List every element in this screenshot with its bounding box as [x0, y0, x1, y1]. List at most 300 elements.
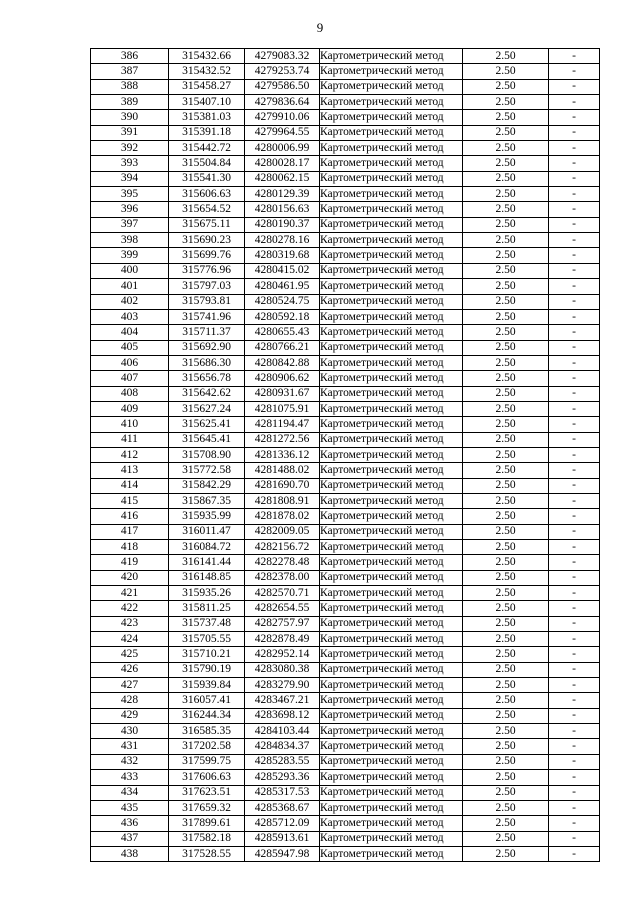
table-row — [91, 693, 600, 708]
method-cell: Картометрический метод — [320, 217, 463, 232]
method-cell: Картометрический метод — [320, 478, 463, 493]
point-number-cell: 436 — [91, 816, 169, 831]
accuracy-cell: 2.50 — [463, 79, 549, 94]
method-cell: Картометрический метод — [320, 708, 463, 723]
point-number-cell: 394 — [91, 171, 169, 186]
table-row — [91, 417, 600, 432]
method-cell: Картометрический метод — [320, 248, 463, 263]
x-coordinate-cell: 317599.75 — [169, 754, 245, 769]
accuracy-cell: 2.50 — [463, 447, 549, 462]
accuracy-cell: 2.50 — [463, 739, 549, 754]
table-row — [91, 647, 600, 662]
x-coordinate-cell: 316084.72 — [169, 540, 245, 555]
x-coordinate-cell: 317899.61 — [169, 816, 245, 831]
point-number-cell: 423 — [91, 616, 169, 631]
y-coordinate-cell: 4280766.21 — [245, 340, 320, 355]
y-coordinate-cell: 4282878.49 — [245, 632, 320, 647]
point-number-cell: 406 — [91, 355, 169, 370]
accuracy-cell: 2.50 — [463, 248, 549, 263]
accuracy-cell: 2.50 — [463, 233, 549, 248]
accuracy-cell: 2.50 — [463, 263, 549, 278]
point-number-cell: 390 — [91, 110, 169, 125]
table-row — [91, 724, 600, 739]
table-row — [91, 678, 600, 693]
x-coordinate-cell: 315645.41 — [169, 432, 245, 447]
method-cell: Картометрический метод — [320, 95, 463, 110]
y-coordinate-cell: 4283279.90 — [245, 678, 320, 693]
table-row — [91, 171, 600, 186]
point-number-cell: 415 — [91, 493, 169, 508]
note-cell: - — [549, 509, 600, 524]
y-coordinate-cell: 4284834.37 — [245, 739, 320, 754]
note-cell: - — [549, 171, 600, 186]
x-coordinate-cell: 315711.37 — [169, 325, 245, 340]
accuracy-cell: 2.50 — [463, 724, 549, 739]
method-cell: Картометрический метод — [320, 110, 463, 125]
accuracy-cell: 2.50 — [463, 187, 549, 202]
accuracy-cell: 2.50 — [463, 202, 549, 217]
point-number-cell: 426 — [91, 662, 169, 677]
method-cell: Картометрический метод — [320, 64, 463, 79]
y-coordinate-cell: 4281878.02 — [245, 509, 320, 524]
method-cell: Картометрический метод — [320, 417, 463, 432]
x-coordinate-cell: 315407.10 — [169, 95, 245, 110]
point-number-cell: 428 — [91, 693, 169, 708]
point-number-cell: 425 — [91, 647, 169, 662]
y-coordinate-cell: 4280524.75 — [245, 294, 320, 309]
x-coordinate-cell: 317623.51 — [169, 785, 245, 800]
note-cell: - — [549, 662, 600, 677]
method-cell: Картометрический метод — [320, 570, 463, 585]
accuracy-cell: 2.50 — [463, 816, 549, 831]
x-coordinate-cell: 315710.21 — [169, 647, 245, 662]
x-coordinate-cell: 315935.99 — [169, 509, 245, 524]
y-coordinate-cell: 4280655.43 — [245, 325, 320, 340]
accuracy-cell: 2.50 — [463, 524, 549, 539]
x-coordinate-cell: 315686.30 — [169, 355, 245, 370]
y-coordinate-cell: 4281194.47 — [245, 417, 320, 432]
point-number-cell: 417 — [91, 524, 169, 539]
method-cell: Картометрический метод — [320, 386, 463, 401]
y-coordinate-cell: 4279253.74 — [245, 64, 320, 79]
accuracy-cell: 2.50 — [463, 678, 549, 693]
y-coordinate-cell: 4282378.00 — [245, 570, 320, 585]
method-cell: Картометрический метод — [320, 647, 463, 662]
x-coordinate-cell: 315935.26 — [169, 586, 245, 601]
accuracy-cell: 2.50 — [463, 647, 549, 662]
x-coordinate-cell: 315708.90 — [169, 447, 245, 462]
point-number-cell: 420 — [91, 570, 169, 585]
note-cell: - — [549, 586, 600, 601]
x-coordinate-cell: 317606.63 — [169, 770, 245, 785]
table-row — [91, 263, 600, 278]
table-row — [91, 279, 600, 294]
accuracy-cell: 2.50 — [463, 294, 549, 309]
note-cell: - — [549, 800, 600, 815]
method-cell: Картометрический метод — [320, 263, 463, 278]
method-cell: Картометрический метод — [320, 325, 463, 340]
table-row — [91, 770, 600, 785]
accuracy-cell: 2.50 — [463, 432, 549, 447]
table-row — [91, 662, 600, 677]
table-row — [91, 95, 600, 110]
point-number-cell: 402 — [91, 294, 169, 309]
y-coordinate-cell: 4280156.63 — [245, 202, 320, 217]
accuracy-cell: 2.50 — [463, 64, 549, 79]
accuracy-cell: 2.50 — [463, 616, 549, 631]
x-coordinate-cell: 315690.23 — [169, 233, 245, 248]
method-cell: Картометрический метод — [320, 355, 463, 370]
table-row — [91, 586, 600, 601]
table-row — [91, 708, 600, 723]
x-coordinate-cell: 315432.66 — [169, 49, 245, 64]
table-row — [91, 478, 600, 493]
x-coordinate-cell: 316141.44 — [169, 555, 245, 570]
point-number-cell: 414 — [91, 478, 169, 493]
point-number-cell: 398 — [91, 233, 169, 248]
x-coordinate-cell: 315705.55 — [169, 632, 245, 647]
y-coordinate-cell: 4282009.05 — [245, 524, 320, 539]
point-number-cell: 419 — [91, 555, 169, 570]
point-number-cell: 433 — [91, 770, 169, 785]
table-row — [91, 187, 600, 202]
x-coordinate-cell: 315699.76 — [169, 248, 245, 263]
note-cell: - — [549, 156, 600, 171]
note-cell: - — [549, 478, 600, 493]
note-cell: - — [549, 816, 600, 831]
x-coordinate-cell: 316244.34 — [169, 708, 245, 723]
note-cell: - — [549, 187, 600, 202]
x-coordinate-cell: 315675.11 — [169, 217, 245, 232]
note-cell: - — [549, 570, 600, 585]
method-cell: Картометрический метод — [320, 125, 463, 140]
table-row — [91, 309, 600, 324]
accuracy-cell: 2.50 — [463, 785, 549, 800]
table-row — [91, 202, 600, 217]
x-coordinate-cell: 315541.30 — [169, 171, 245, 186]
note-cell: - — [549, 754, 600, 769]
method-cell: Картометрический метод — [320, 49, 463, 64]
point-number-cell: 421 — [91, 586, 169, 601]
x-coordinate-cell: 315391.18 — [169, 125, 245, 140]
method-cell: Картометрический метод — [320, 524, 463, 539]
accuracy-cell: 2.50 — [463, 417, 549, 432]
point-number-cell: 410 — [91, 417, 169, 432]
accuracy-cell: 2.50 — [463, 800, 549, 815]
method-cell: Картометрический метод — [320, 800, 463, 815]
y-coordinate-cell: 4279586.50 — [245, 79, 320, 94]
method-cell: Картометрический метод — [320, 555, 463, 570]
note-cell: - — [549, 463, 600, 478]
y-coordinate-cell: 4281075.91 — [245, 401, 320, 416]
x-coordinate-cell: 315656.78 — [169, 371, 245, 386]
y-coordinate-cell: 4283467.21 — [245, 693, 320, 708]
x-coordinate-cell: 315741.96 — [169, 309, 245, 324]
table-row — [91, 340, 600, 355]
y-coordinate-cell: 4280278.16 — [245, 233, 320, 248]
table-row — [91, 800, 600, 815]
method-cell: Картометрический метод — [320, 586, 463, 601]
method-cell: Картометрический метод — [320, 233, 463, 248]
point-number-cell: 399 — [91, 248, 169, 263]
table-row — [91, 570, 600, 585]
method-cell: Картометрический метод — [320, 141, 463, 156]
table-row — [91, 785, 600, 800]
point-number-cell: 395 — [91, 187, 169, 202]
table-row — [91, 64, 600, 79]
y-coordinate-cell: 4280931.67 — [245, 386, 320, 401]
coordinates-table — [90, 48, 600, 862]
method-cell: Картометрический метод — [320, 447, 463, 462]
table-row — [91, 540, 600, 555]
point-number-cell: 407 — [91, 371, 169, 386]
accuracy-cell: 2.50 — [463, 309, 549, 324]
y-coordinate-cell: 4280592.18 — [245, 309, 320, 324]
point-number-cell: 418 — [91, 540, 169, 555]
x-coordinate-cell: 315654.52 — [169, 202, 245, 217]
point-number-cell: 388 — [91, 79, 169, 94]
note-cell: - — [549, 79, 600, 94]
table-body — [91, 49, 600, 862]
y-coordinate-cell: 4281336.12 — [245, 447, 320, 462]
note-cell: - — [549, 846, 600, 861]
point-number-cell: 434 — [91, 785, 169, 800]
y-coordinate-cell: 4281690.70 — [245, 478, 320, 493]
point-number-cell: 430 — [91, 724, 169, 739]
note-cell: - — [549, 325, 600, 340]
x-coordinate-cell: 315627.24 — [169, 401, 245, 416]
table-row — [91, 601, 600, 616]
method-cell: Картометрический метод — [320, 632, 463, 647]
note-cell: - — [549, 340, 600, 355]
point-number-cell: 403 — [91, 309, 169, 324]
accuracy-cell: 2.50 — [463, 401, 549, 416]
method-cell: Картометрический метод — [320, 294, 463, 309]
y-coordinate-cell: 4280906.62 — [245, 371, 320, 386]
table-row — [91, 831, 600, 846]
y-coordinate-cell: 4285712.09 — [245, 816, 320, 831]
x-coordinate-cell: 316057.41 — [169, 693, 245, 708]
x-coordinate-cell: 315790.19 — [169, 662, 245, 677]
table-row — [91, 294, 600, 309]
x-coordinate-cell: 317202.58 — [169, 739, 245, 754]
table-row — [91, 816, 600, 831]
y-coordinate-cell: 4280319.68 — [245, 248, 320, 263]
x-coordinate-cell: 316011.47 — [169, 524, 245, 539]
note-cell: - — [549, 739, 600, 754]
accuracy-cell: 2.50 — [463, 110, 549, 125]
y-coordinate-cell: 4285368.67 — [245, 800, 320, 815]
note-cell: - — [549, 217, 600, 232]
x-coordinate-cell: 315692.90 — [169, 340, 245, 355]
y-coordinate-cell: 4285913.61 — [245, 831, 320, 846]
method-cell: Картометрический метод — [320, 678, 463, 693]
y-coordinate-cell: 4282757.97 — [245, 616, 320, 631]
note-cell: - — [549, 95, 600, 110]
accuracy-cell: 2.50 — [463, 586, 549, 601]
method-cell: Картометрический метод — [320, 846, 463, 861]
note-cell: - — [549, 355, 600, 370]
accuracy-cell: 2.50 — [463, 540, 549, 555]
note-cell: - — [549, 64, 600, 79]
x-coordinate-cell: 315793.81 — [169, 294, 245, 309]
accuracy-cell: 2.50 — [463, 171, 549, 186]
note-cell: - — [549, 601, 600, 616]
x-coordinate-cell: 315797.03 — [169, 279, 245, 294]
point-number-cell: 408 — [91, 386, 169, 401]
table-row — [91, 555, 600, 570]
method-cell: Картометрический метод — [320, 463, 463, 478]
method-cell: Картометрический метод — [320, 816, 463, 831]
point-number-cell: 400 — [91, 263, 169, 278]
table-row — [91, 463, 600, 478]
point-number-cell: 411 — [91, 432, 169, 447]
x-coordinate-cell: 317582.18 — [169, 831, 245, 846]
accuracy-cell: 2.50 — [463, 279, 549, 294]
point-number-cell: 405 — [91, 340, 169, 355]
table-row — [91, 79, 600, 94]
y-coordinate-cell: 4283698.12 — [245, 708, 320, 723]
method-cell: Картометрический метод — [320, 156, 463, 171]
method-cell: Картометрический метод — [320, 432, 463, 447]
y-coordinate-cell: 4284103.44 — [245, 724, 320, 739]
y-coordinate-cell: 4282952.14 — [245, 647, 320, 662]
note-cell: - — [549, 371, 600, 386]
accuracy-cell: 2.50 — [463, 493, 549, 508]
y-coordinate-cell: 4281272.56 — [245, 432, 320, 447]
table-row — [91, 217, 600, 232]
accuracy-cell: 2.50 — [463, 325, 549, 340]
note-cell: - — [549, 540, 600, 555]
point-number-cell: 404 — [91, 325, 169, 340]
note-cell: - — [549, 693, 600, 708]
accuracy-cell: 2.50 — [463, 371, 549, 386]
x-coordinate-cell: 315504.84 — [169, 156, 245, 171]
y-coordinate-cell: 4282570.71 — [245, 586, 320, 601]
table-row — [91, 371, 600, 386]
accuracy-cell: 2.50 — [463, 708, 549, 723]
method-cell: Картометрический метод — [320, 79, 463, 94]
point-number-cell: 437 — [91, 831, 169, 846]
table-row — [91, 447, 600, 462]
note-cell: - — [549, 248, 600, 263]
point-number-cell: 416 — [91, 509, 169, 524]
table-row — [91, 632, 600, 647]
point-number-cell: 431 — [91, 739, 169, 754]
accuracy-cell: 2.50 — [463, 125, 549, 140]
note-cell: - — [549, 309, 600, 324]
note-cell: - — [549, 493, 600, 508]
note-cell: - — [549, 785, 600, 800]
note-cell: - — [549, 49, 600, 64]
method-cell: Картометрический метод — [320, 509, 463, 524]
accuracy-cell: 2.50 — [463, 770, 549, 785]
table-row — [91, 248, 600, 263]
point-number-cell: 412 — [91, 447, 169, 462]
y-coordinate-cell: 4280006.99 — [245, 141, 320, 156]
note-cell: - — [549, 555, 600, 570]
method-cell: Картометрический метод — [320, 187, 463, 202]
y-coordinate-cell: 4285317.53 — [245, 785, 320, 800]
x-coordinate-cell: 315842.29 — [169, 478, 245, 493]
accuracy-cell: 2.50 — [463, 601, 549, 616]
table-row — [91, 509, 600, 524]
y-coordinate-cell: 4282156.72 — [245, 540, 320, 555]
method-cell: Картометрический метод — [320, 831, 463, 846]
note-cell: - — [549, 279, 600, 294]
y-coordinate-cell: 4280028.17 — [245, 156, 320, 171]
table-row — [91, 524, 600, 539]
y-coordinate-cell: 4280129.39 — [245, 187, 320, 202]
table-row — [91, 739, 600, 754]
method-cell: Картометрический метод — [320, 202, 463, 217]
note-cell: - — [549, 770, 600, 785]
note-cell: - — [549, 524, 600, 539]
accuracy-cell: 2.50 — [463, 156, 549, 171]
y-coordinate-cell: 4285947.98 — [245, 846, 320, 861]
accuracy-cell: 2.50 — [463, 831, 549, 846]
accuracy-cell: 2.50 — [463, 570, 549, 585]
note-cell: - — [549, 110, 600, 125]
y-coordinate-cell: 4280062.15 — [245, 171, 320, 186]
table-row — [91, 754, 600, 769]
y-coordinate-cell: 4280190.37 — [245, 217, 320, 232]
x-coordinate-cell: 315432.52 — [169, 64, 245, 79]
point-number-cell: 413 — [91, 463, 169, 478]
point-number-cell: 438 — [91, 846, 169, 861]
point-number-cell: 396 — [91, 202, 169, 217]
table-row — [91, 355, 600, 370]
y-coordinate-cell: 4285293.36 — [245, 770, 320, 785]
y-coordinate-cell: 4282654.55 — [245, 601, 320, 616]
y-coordinate-cell: 4279964.55 — [245, 125, 320, 140]
y-coordinate-cell: 4285283.55 — [245, 754, 320, 769]
point-number-cell: 391 — [91, 125, 169, 140]
note-cell: - — [549, 417, 600, 432]
table-row — [91, 616, 600, 631]
x-coordinate-cell: 315811.25 — [169, 601, 245, 616]
method-cell: Картометрический метод — [320, 785, 463, 800]
method-cell: Картометрический метод — [320, 739, 463, 754]
note-cell: - — [549, 233, 600, 248]
point-number-cell: 387 — [91, 64, 169, 79]
accuracy-cell: 2.50 — [463, 846, 549, 861]
method-cell: Картометрический метод — [320, 662, 463, 677]
y-coordinate-cell: 4279083.32 — [245, 49, 320, 64]
accuracy-cell: 2.50 — [463, 478, 549, 493]
point-number-cell: 386 — [91, 49, 169, 64]
method-cell: Картометрический метод — [320, 540, 463, 555]
y-coordinate-cell: 4280415.02 — [245, 263, 320, 278]
accuracy-cell: 2.50 — [463, 355, 549, 370]
note-cell: - — [549, 724, 600, 739]
table-row — [91, 846, 600, 861]
note-cell: - — [549, 647, 600, 662]
note-cell: - — [549, 125, 600, 140]
method-cell: Картометрический метод — [320, 754, 463, 769]
point-number-cell: 422 — [91, 601, 169, 616]
accuracy-cell: 2.50 — [463, 340, 549, 355]
point-number-cell: 392 — [91, 141, 169, 156]
x-coordinate-cell: 316148.85 — [169, 570, 245, 585]
method-cell: Картометрический метод — [320, 171, 463, 186]
table-row — [91, 110, 600, 125]
table-row — [91, 125, 600, 140]
point-number-cell: 435 — [91, 800, 169, 815]
table-row — [91, 401, 600, 416]
note-cell: - — [549, 401, 600, 416]
note-cell: - — [549, 263, 600, 278]
